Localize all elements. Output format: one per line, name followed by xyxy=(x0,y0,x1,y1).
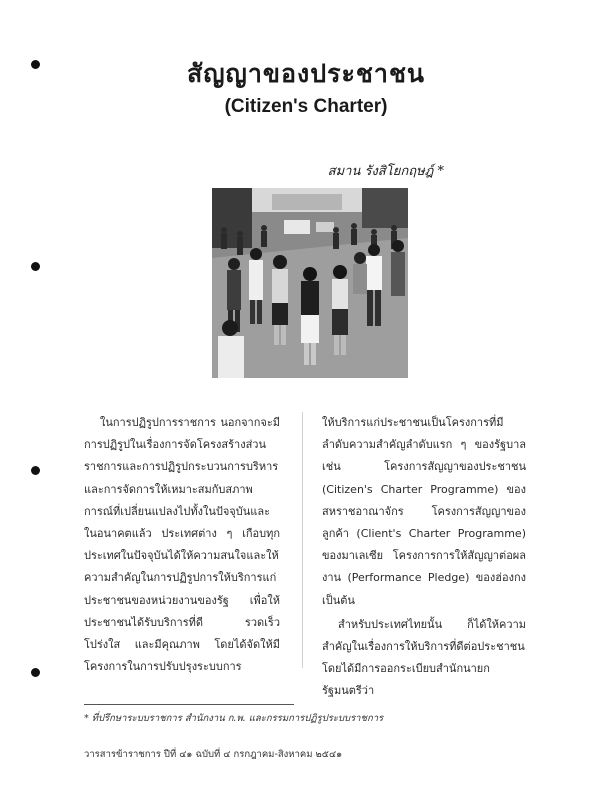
footnote: * ที่ปรึกษาระบบราชการ สำนักงาน ก.พ. และกรรมการปฏิรูประบบราชการ xyxy=(84,713,384,724)
punch-hole-bottom xyxy=(31,668,40,677)
body-paragraph-2: สำหรับประเทศไทยนั้น ก็ได้ให้ความสำคัญในเรื่องการให้บริการที่ดีต่อประชาชน โดยได้มีการออกระเบียบสำนักนายกรัฐมนตรีว่า xyxy=(322,617,526,698)
title-english: (Citizen's Charter) xyxy=(224,96,388,117)
punch-hole-upper-middle xyxy=(31,262,40,271)
column-divider xyxy=(302,412,303,668)
body-paragraph-1: ในการปฏิรูปการราชการ นอกจากจะมีการปฏิรูปในเรื่องการจัดโครงสร้างส่วนราชการและการปฏิรูปกระบวนการบริหารและการจัดการให้เหมาะสมกับสภาพการณ์ที่เปลี่ยนแปลงไปทั้งในปัจจุบันและในอนาคตแล้ว ประเทศต่าง ๆ เกือบทุกประเทศในปัจจุบันได้ให้ความสนใจและให้ความสำคัญในการปฏิรูปการให้บริการแก่ประชาชนของหน่วยงานของรัฐ เพื่อให้ประชาชนได้รับบริการที่ดี รวดเร็ว โปร่งใส และมีคุณภาพ โดยได้จัดให้มีโครงการในการปรับปรุงระบบการ xyxy=(84,416,280,674)
body-paragraph-1-continued: ให้บริการแก่ประชาชนเป็นโครงการที่มีลำดับความสำคัญลำดับแรก ๆ ของรัฐบาล เช่น โครงการสัญญาของประชาชน (Citizen's Charter Programme) ของสหราชอาณาจักร โครงการสัญญาของลูกค้า (Client's Charter Programme) ของมาเลเซีย โครงการการให้สัญญาต่อผลงาน (Performance Pledge) ของฮ่องกง เป็นต้น xyxy=(322,416,526,607)
crowd-photo xyxy=(212,188,408,378)
title-thai: สัญญาของประชาชน xyxy=(187,59,425,88)
footnote-rule xyxy=(84,704,294,705)
body-column-left xyxy=(84,412,280,678)
author-name: สมาน รังสิโยกฤษฎ์ * xyxy=(327,164,444,179)
punch-hole-lower-middle xyxy=(31,466,40,475)
body-column-right xyxy=(322,412,526,703)
journal-source-line: วารสารข้าราชการ ปีที่ ๔๑ ฉบับที่ ๔ กรกฎาคม-สิงหาคม ๒๕๔๑ xyxy=(84,749,343,760)
